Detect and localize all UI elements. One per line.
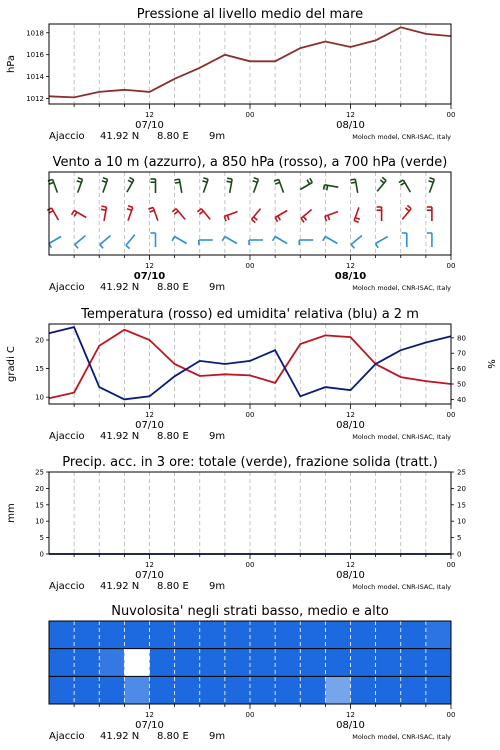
wind-feather (74, 212, 77, 216)
wind-shaft (376, 237, 388, 244)
location-name: Ajaccio (49, 282, 85, 293)
cloud-cell (426, 649, 452, 677)
cloud-cell (300, 649, 326, 677)
location-name: Ajaccio (49, 131, 85, 142)
x-tick-label: 12 (145, 561, 154, 569)
wind-shaft (300, 183, 312, 190)
location-lat: 41.92 N (100, 731, 140, 742)
wind-feather (303, 217, 306, 221)
wind-shaft (52, 208, 59, 220)
wind-barb (275, 211, 287, 222)
wind-barb (102, 178, 108, 193)
wind-barb (100, 236, 111, 249)
wind-barb (151, 179, 156, 193)
location-lat: 41.92 N (100, 431, 140, 442)
wind-barb (429, 178, 435, 193)
location-alt: 9m (209, 131, 226, 142)
wind-feather (407, 205, 411, 208)
wind-shaft (75, 236, 86, 245)
cloud-cell (325, 621, 351, 649)
chart-title: Pressione al livello medio del mare (136, 7, 364, 22)
location-alt: 9m (209, 731, 226, 742)
cloud-cell (200, 676, 226, 704)
y-tick-label: 10 (35, 393, 44, 402)
wind-shaft (126, 235, 135, 246)
wind-feather (101, 209, 106, 210)
wind-shaft (224, 212, 237, 217)
chart-title: Precip. acc. in 3 ore: totale (verde), frazione solida (tratt.) (62, 455, 438, 470)
wind-shaft (403, 180, 410, 192)
x-tick-label: 00 (245, 111, 255, 119)
y-tick-label: 15 (35, 365, 44, 374)
cloud-cell (376, 676, 402, 704)
wind-shaft (53, 179, 58, 192)
wind-barb (299, 240, 313, 245)
location-lon: 8.80 E (157, 431, 189, 442)
wind-feather (323, 237, 326, 241)
wind-barb (402, 205, 411, 219)
x-tick-label: 12 (346, 262, 355, 270)
wind-shaft (275, 237, 287, 244)
cloud-cell (74, 676, 100, 704)
location-alt: 9m (209, 431, 226, 442)
wind-feather (150, 210, 155, 212)
x-date-label: 08/10 (336, 120, 365, 131)
cloud-cell (300, 621, 326, 649)
y-axis-label: mm (6, 503, 17, 523)
x-tick-label: 00 (446, 262, 456, 270)
wind-feather (382, 177, 386, 180)
x-date-label: 08/10 (336, 420, 365, 431)
wind-feather (324, 185, 325, 190)
cloud-cell (300, 676, 326, 704)
y-tick-label: 20 (35, 336, 44, 345)
y-tick-label: 20 (35, 484, 44, 493)
wind-feather (202, 181, 207, 183)
wind-feather (401, 183, 405, 186)
cloud-cell (175, 649, 201, 677)
location-lat: 41.92 N (100, 581, 140, 592)
wind-shaft (301, 210, 312, 219)
wind-feather (128, 206, 133, 208)
y-tick-label: 10 (35, 517, 44, 526)
wind-barb (351, 236, 362, 249)
y-tick-label: 1016 (26, 51, 44, 60)
cloud-cell (325, 676, 351, 704)
x-date-label: 07/10 (135, 120, 164, 131)
wind-barb (249, 240, 263, 245)
cloud-cell (325, 649, 351, 677)
location-name: Ajaccio (49, 581, 85, 592)
cloud-cell (49, 649, 75, 677)
wind-feather (351, 245, 354, 249)
wind-feather (253, 181, 258, 183)
wind-feather (278, 216, 281, 220)
wind-barb (402, 233, 407, 247)
wind-feather (175, 179, 180, 180)
wind-feather (325, 216, 327, 221)
wind-feather (75, 245, 78, 249)
cloud-cell (150, 676, 176, 704)
wind-feather (380, 180, 384, 183)
x-tick-label: 00 (446, 711, 456, 719)
wind-feather (100, 245, 103, 249)
wind-feather (252, 219, 256, 222)
y-tick-label: 15 (35, 501, 44, 510)
y-tick-label-right: 20 (457, 484, 466, 493)
cloud-cell (351, 649, 377, 677)
x-date-label: 07/10 (133, 271, 166, 282)
location-lat: 41.92 N (100, 131, 140, 142)
model-credit: Moloch model, CNR-ISAC, Italy (352, 583, 451, 591)
wind-barb (252, 209, 261, 223)
cloud-cell (49, 621, 75, 649)
wind-barb (224, 212, 237, 222)
cloud-cell (49, 676, 75, 704)
wind-feather (273, 237, 276, 241)
x-tick-label: 00 (245, 411, 255, 419)
x-tick-label: 00 (245, 561, 255, 569)
location-alt: 9m (209, 581, 226, 592)
cloud-cell (376, 621, 402, 649)
wind-barb (172, 209, 185, 220)
x-tick-label: 12 (346, 411, 355, 419)
cloud-cell (124, 649, 150, 677)
location-lon: 8.80 E (157, 731, 189, 742)
x-tick-label: 12 (145, 262, 154, 270)
cloud-cell (401, 649, 427, 677)
location-lon: 8.80 E (157, 581, 189, 592)
wind-shaft (275, 211, 287, 218)
wind-feather (405, 208, 409, 211)
x-date-label: 08/10 (334, 271, 367, 282)
wind-barb (325, 212, 338, 222)
wind-barb (324, 185, 339, 191)
chart-title: Temperatura (rosso) ed umidita' relativa (blu) a 2 m (81, 307, 419, 322)
y-tick-label: 25 (35, 468, 44, 477)
y-tick-label-right: 70 (457, 349, 466, 358)
wind-feather (127, 209, 132, 211)
wind-feather (354, 221, 359, 223)
panel-frame-0 (49, 24, 451, 104)
cloud-cell (376, 649, 402, 677)
wind-feather (327, 185, 328, 190)
chart-title: Nuvolosita' negli strati basso, medio e alto (111, 604, 389, 619)
cloud-cell (124, 621, 150, 649)
cloud-cell (175, 676, 201, 704)
cloud-cell (426, 676, 452, 704)
wind-shaft (377, 181, 386, 192)
wind-barb (427, 207, 432, 221)
location-name: Ajaccio (49, 431, 85, 442)
x-tick-label: 12 (145, 711, 154, 719)
wind-feather (430, 178, 435, 180)
x-tick-label: 00 (245, 711, 255, 719)
wind-feather (224, 216, 226, 221)
cloud-cell (99, 676, 125, 704)
location-lon: 8.80 E (157, 282, 189, 293)
wind-feather (254, 217, 258, 220)
wind-barb (77, 178, 83, 193)
y-axis-label-right: % (485, 359, 496, 369)
wind-shaft (355, 179, 357, 193)
panel-frame-3 (49, 472, 451, 554)
y-tick-label: 1012 (26, 95, 44, 104)
y-axis-label: gradi C (6, 346, 17, 382)
chart-title: Vento a 10 m (azzurro), a 850 hPa (rosso), a 700 hPa (verde) (52, 155, 448, 170)
wind-barb (227, 178, 233, 193)
wind-feather (78, 178, 83, 180)
wind-shaft (49, 237, 61, 244)
wind-feather (77, 181, 82, 183)
cloud-cell (401, 621, 427, 649)
cloud-cell (124, 676, 150, 704)
wind-feather (429, 181, 434, 183)
wind-feather (227, 178, 232, 179)
wind-shaft (100, 236, 111, 245)
wind-shaft (325, 212, 338, 217)
x-tick-label: 12 (346, 111, 355, 119)
wind-feather (274, 179, 279, 181)
cloud-cell (99, 649, 125, 677)
x-date-label: 08/10 (336, 720, 365, 731)
wind-shaft (351, 236, 362, 245)
wind-barb (354, 207, 360, 222)
y-tick-label-right: 10 (457, 517, 466, 526)
wind-barb (126, 235, 135, 249)
wind-feather (102, 181, 107, 183)
location-name: Ajaccio (49, 731, 85, 742)
x-date-label: 07/10 (135, 720, 164, 731)
cloud-cell (99, 621, 125, 649)
wind-feather (275, 182, 280, 184)
wind-barb (377, 177, 386, 191)
wind-barb (127, 206, 133, 221)
wind-feather (126, 245, 130, 248)
cloud-cell (275, 676, 301, 704)
wind-feather (203, 178, 208, 180)
cloud-cell (225, 649, 251, 677)
wind-barb (197, 209, 210, 220)
y-tick-label: 1018 (26, 29, 44, 38)
y-tick-label-right: 5 (457, 534, 462, 543)
wind-barb (127, 177, 134, 192)
wind-feather (310, 178, 313, 182)
wind-shaft (179, 179, 181, 193)
wind-barb (376, 237, 388, 248)
wind-feather (199, 211, 203, 214)
y-tick-label-right: 80 (457, 334, 466, 343)
wind-feather (227, 181, 232, 182)
x-tick-label: 00 (446, 111, 456, 119)
wind-shaft (175, 237, 187, 244)
wind-shaft (402, 209, 411, 220)
cloud-cell (275, 621, 301, 649)
wind-feather (222, 237, 225, 241)
cloud-cell (225, 621, 251, 649)
wind-feather (172, 237, 175, 241)
x-tick-label: 12 (346, 561, 355, 569)
wind-barb (101, 206, 107, 221)
wind-feather (175, 182, 180, 183)
wind-barb (49, 237, 61, 248)
model-credit: Moloch model, CNR-ISAC, Italy (352, 284, 451, 292)
wind-barb (377, 207, 382, 221)
x-date-label: 07/10 (135, 570, 164, 581)
cloud-cell (175, 621, 201, 649)
cloud-cell (200, 649, 226, 677)
wind-barb (253, 178, 259, 193)
wind-shaft (176, 209, 185, 220)
wind-shaft (225, 237, 237, 244)
wind-barb (75, 236, 86, 249)
model-credit: Moloch model, CNR-ISAC, Italy (352, 433, 451, 441)
cloud-cell (275, 649, 301, 677)
y-tick-label-right: 15 (457, 501, 466, 510)
model-credit: Moloch model, CNR-ISAC, Italy (352, 733, 451, 741)
wind-feather (301, 219, 304, 223)
y-tick-label-right: 60 (457, 365, 466, 374)
x-tick-label: 12 (145, 411, 154, 419)
wind-barb (175, 179, 182, 193)
cloud-cell (250, 649, 276, 677)
model-credit: Moloch model, CNR-ISAC, Italy (352, 133, 451, 141)
wind-feather (307, 180, 310, 184)
location-lat: 41.92 N (100, 282, 140, 293)
y-tick-label-right: 40 (457, 395, 466, 404)
wind-feather (227, 215, 229, 220)
y-axis-label: hPa (6, 54, 17, 74)
wind-feather (351, 182, 356, 183)
x-tick-label: 00 (446, 411, 456, 419)
x-tick-label: 12 (145, 111, 154, 119)
wind-feather (376, 244, 379, 248)
wind-feather (328, 215, 330, 220)
wind-feather (130, 177, 134, 180)
cloud-cell (225, 676, 251, 704)
wind-shaft (252, 209, 261, 220)
wind-feather (49, 182, 54, 184)
wind-shaft (201, 209, 210, 220)
location-alt: 9m (209, 282, 226, 293)
x-tick-label: 12 (346, 711, 355, 719)
cloud-cell (351, 676, 377, 704)
x-tick-label: 00 (446, 561, 456, 569)
cloud-cell (401, 676, 427, 704)
y-tick-label-right: 25 (457, 468, 466, 477)
wind-shaft (325, 237, 337, 244)
y-tick-label: 5 (39, 534, 44, 543)
wind-feather (254, 178, 259, 180)
y-tick-label: 0 (39, 550, 44, 559)
wind-barb (350, 179, 357, 193)
x-date-label: 07/10 (135, 420, 164, 431)
cloud-cell (250, 621, 276, 649)
wind-barb (202, 178, 208, 193)
cloud-cell (74, 649, 100, 677)
cloud-cell (74, 621, 100, 649)
wind-feather (355, 218, 360, 220)
cloud-cell (426, 621, 452, 649)
x-tick-label: 00 (245, 262, 255, 270)
location-lon: 8.80 E (157, 131, 189, 142)
cloud-cell (150, 621, 176, 649)
cloud-cell (200, 621, 226, 649)
wind-barb (151, 233, 156, 247)
wind-feather (174, 211, 178, 214)
cloud-cell (351, 621, 377, 649)
wind-shaft (279, 179, 284, 192)
x-date-label: 08/10 (336, 570, 365, 581)
y-tick-label: 1014 (26, 73, 44, 82)
wind-feather (399, 180, 403, 183)
y-tick-label-right: 50 (457, 380, 466, 389)
y-tick-label-right: 0 (457, 550, 462, 559)
wind-barb (301, 210, 312, 223)
wind-barb (300, 178, 312, 189)
wind-feather (102, 206, 107, 207)
wind-feather (128, 180, 132, 183)
wind-feather (103, 178, 108, 180)
wind-feather (172, 209, 176, 212)
wind-shaft (153, 207, 158, 220)
wind-barb (427, 233, 432, 247)
cloud-cell (150, 649, 176, 677)
cloud-cell (250, 676, 276, 704)
wind-barb (199, 240, 213, 245)
wind-feather (350, 179, 355, 180)
